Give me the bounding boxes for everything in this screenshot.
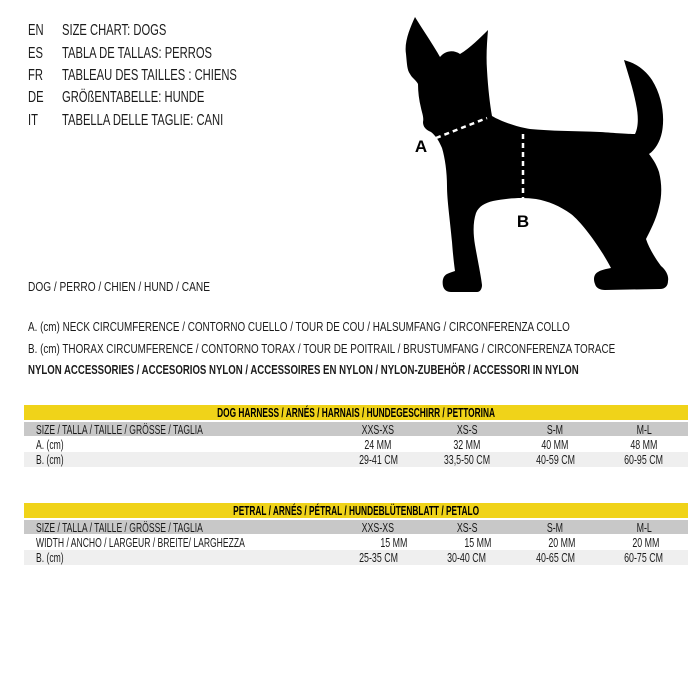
- lang-title: TABELLA DELLE TAGLIE: CANI: [62, 111, 224, 129]
- cell: 33,5-50 CM: [443, 452, 490, 467]
- cell: 15 MM: [380, 534, 408, 550]
- size-label-cell: SIZE / TALLA / TAILLE / GRÖSSE / TAGLIA: [36, 519, 203, 535]
- size-col-header: XS-S: [456, 519, 478, 535]
- size-col-header: XS-S: [456, 421, 478, 437]
- lang-row-it: [28, 110, 312, 132]
- table-header-row: [24, 520, 688, 534]
- lang-row-en: [28, 20, 312, 42]
- table-header-row: [24, 422, 688, 436]
- lang-title: TABLA DE TALLAS: PERROS: [62, 44, 213, 62]
- cell: 40 MM: [541, 436, 569, 452]
- cell: 24 MM: [364, 436, 392, 452]
- lang-code: FR: [28, 66, 43, 84]
- lang-title: TABLEAU DES TAILLES : CHIENS: [62, 66, 237, 84]
- cell: 60-95 CM: [624, 452, 664, 467]
- lang-row-fr: [28, 65, 312, 87]
- cell: 29-41 CM: [358, 452, 398, 467]
- cell: 40-59 CM: [535, 452, 575, 467]
- lang-code: DE: [28, 89, 44, 107]
- cell: 20 MM: [548, 534, 576, 550]
- cell: 40-65 CM: [535, 550, 575, 565]
- cell: 15 MM: [464, 534, 492, 550]
- table-title-row: [24, 503, 688, 518]
- table-row: [24, 452, 688, 467]
- lang-code: IT: [28, 111, 38, 129]
- row-label-cell: B. (cm): [36, 452, 64, 467]
- lang-code: EN: [28, 22, 44, 40]
- dog-silhouette-diagram: [390, 0, 700, 300]
- size-col-header: XXS-XS: [362, 421, 395, 437]
- note-neck-circumference: A. (cm) NECK CIRCUMFERENCE / CONTORNO CUELLO / TOUR DE COU / HALSUMFANG / CIRCONFERENZA COLLO: [28, 319, 570, 334]
- table-row: [24, 437, 688, 451]
- row-label-cell: A. (cm): [36, 436, 64, 452]
- lang-row-es: [28, 42, 312, 64]
- lang-row-de: [28, 87, 312, 109]
- row-label-cell: WIDTH / ANCHO / LARGEUR / BREITE/ LARGHEZZA: [36, 534, 245, 550]
- lang-code: ES: [28, 44, 43, 62]
- cell: 25-35 CM: [358, 550, 398, 565]
- note-thorax-circumference: B. (cm) THORAX CIRCUMFERENCE / CONTORNO TORAX / TOUR DE POITRAIL / BRUSTUMFANG / CIRCONFERENZA TORACE: [28, 341, 616, 356]
- dog-body: [406, 17, 669, 292]
- dog-caption: DOG / PERRO / CHIEN / HUND / CANE: [28, 279, 210, 294]
- table-title: DOG HARNESS / ARNÉS / HARNAIS / HUNDEGESCHIRR / PETTORINA: [217, 405, 495, 420]
- dog-harness-table: [24, 405, 688, 467]
- size-col-header: XXS-XS: [362, 519, 395, 535]
- size-col-header: M-L: [636, 421, 652, 437]
- petral-table: [24, 503, 688, 565]
- table-row: [24, 550, 688, 565]
- marker-a-label: A: [414, 137, 428, 156]
- table-row: [24, 535, 688, 549]
- size-col-header: S-M: [547, 421, 564, 437]
- table-title: PETRAL / ARNÉS / PÉTRAL / HUNDEBLÜTENBLATT / PETALO: [233, 503, 479, 518]
- cell: 32 MM: [453, 436, 481, 452]
- cell: 30-40 CM: [447, 550, 487, 565]
- table-title-row: [24, 405, 688, 420]
- lang-title: SIZE CHART: DOGS: [62, 22, 167, 40]
- cell: 20 MM: [632, 534, 660, 550]
- cell: 48 MM: [630, 436, 658, 452]
- marker-b-label: B: [516, 212, 530, 231]
- size-label-cell: SIZE / TALLA / TAILLE / GRÖSSE / TAGLIA: [36, 421, 203, 437]
- note-nylon-accessories: NYLON ACCESSORIES / ACCESORIOS NYLON / ACCESSOIRES EN NYLON / NYLON-ZUBEHÖR / ACCESSORI IN NYLON: [28, 362, 579, 377]
- lang-title: GRÖßENTABELLE: HUNDE: [62, 89, 205, 107]
- row-label-cell: B. (cm): [36, 550, 64, 565]
- language-title-list: [28, 20, 312, 132]
- size-col-header: M-L: [636, 519, 652, 535]
- cell: 60-75 CM: [624, 550, 664, 565]
- size-col-header: S-M: [547, 519, 564, 535]
